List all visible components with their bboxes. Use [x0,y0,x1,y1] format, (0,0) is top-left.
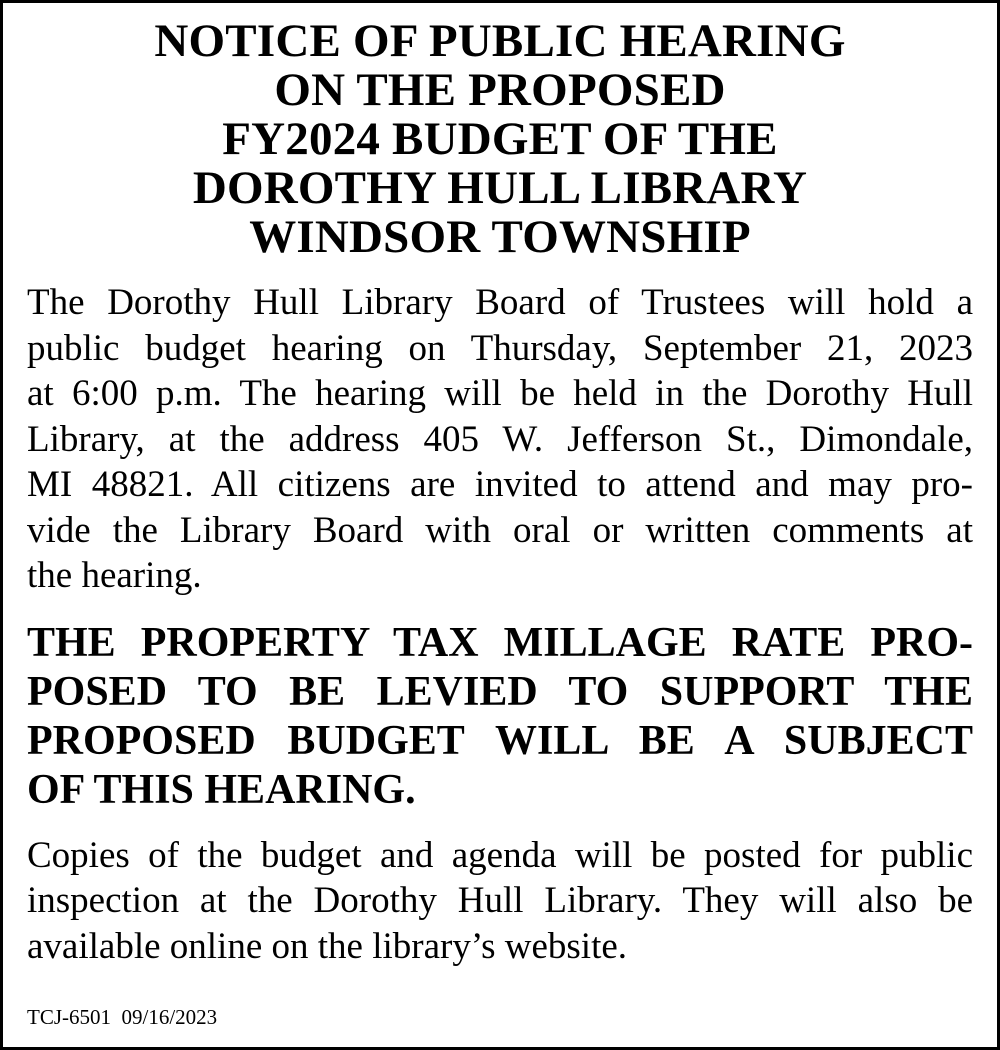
text-line: inspection at the Dorothy Hull Library. They will also be [27,880,973,921]
millage-rate-statement [27,619,973,815]
text-line: the hearing. [27,555,202,596]
text-line: at 6:00 p.m. The hearing will be held in the Dorothy Hull [27,373,973,414]
text-line: vide the Library Board with oral or written comments at [27,509,973,551]
title-line: FY2024 BUDGET OF THE [222,113,778,165]
title-line: NOTICE OF PUBLIC HEARING [154,15,846,67]
text-line: MI 48821. All citizens are invited to attend and may pro- [27,464,973,505]
notice-title [27,17,973,262]
text-line: available online on the library’s website. [27,925,628,967]
hearing-details-paragraph [27,280,973,599]
text-line: POSED TO BE LEVIED TO SUPPORT THE [27,668,973,715]
text-line: PROPOSED BUDGET WILL BE A SUBJECT [27,717,973,764]
text-line: THE PROPERTY TAX MILLAGE RATE PRO- [27,619,973,666]
text-line: The Dorothy Hull Library Board of Trustees will hold a [27,282,973,323]
notice-reference-footer: TCJ-6501 09/16/2023 [27,1005,218,1029]
title-line: ON THE PROPOSED [274,64,726,116]
title-line: DOROTHY HULL LIBRARY [192,162,808,214]
text-line: OF THIS HEARING. [27,766,416,813]
text-line: public budget hearing on Thursday, September 21, 2023 [27,327,973,369]
title-line: WINDSOR TOWNSHIP [249,211,751,263]
text-line: Library, at the address 405 W. Jefferson St., Dimondale, [27,418,973,460]
budget-copies-paragraph [27,833,973,970]
text-line: Copies of the budget and agenda will be posted for public [27,834,973,876]
